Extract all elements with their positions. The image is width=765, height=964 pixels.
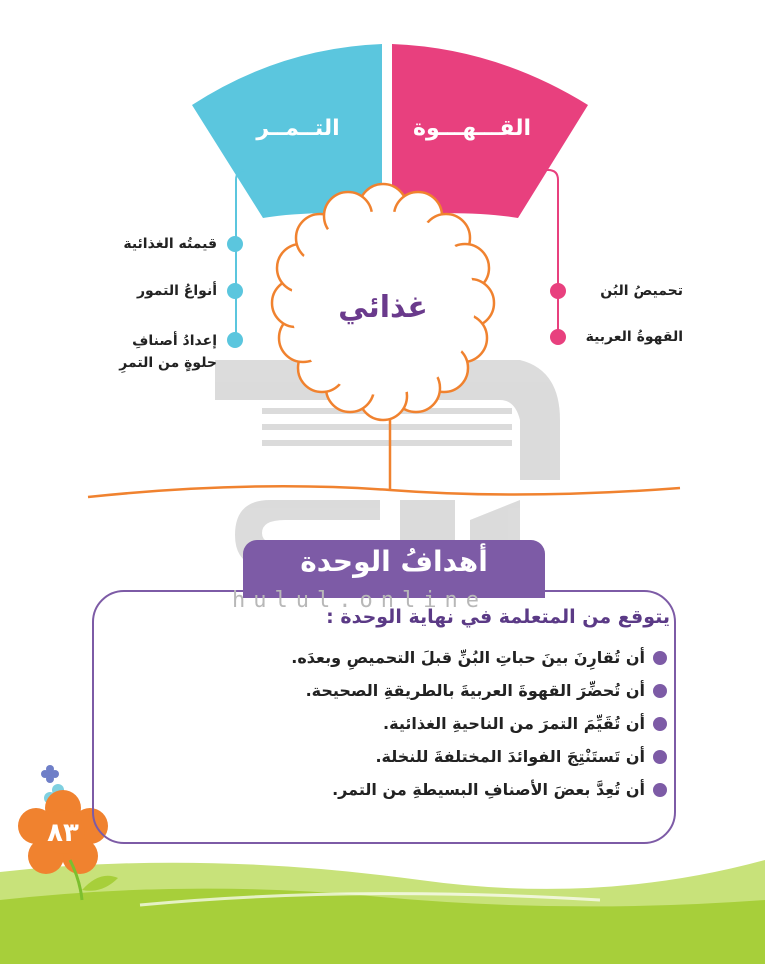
goal-item (375, 747, 667, 766)
goal-text: أن تُقَيِّمَ التمرَ من الناحيةِ الغذائية. (383, 714, 645, 733)
date-item-prepare-line2: حلوةٍ من التمرِ (119, 355, 217, 371)
bullet-dot (227, 283, 243, 299)
bullet-dot (653, 750, 667, 764)
goals-title: أهدافُ الوحدة (300, 545, 488, 578)
page-number: ٨٣ (47, 818, 79, 848)
bullet-dot (653, 684, 667, 698)
bullet-dot (653, 783, 667, 797)
wave-line (88, 486, 680, 497)
bullet-dot (550, 329, 566, 345)
goal-text: أن تُقارِنَ بينَ حباتِ البُنِّ قبلَ التحميصِ وبعدَه. (291, 648, 645, 667)
date-item-prepare-line1: إعدادُ أصنافِ (132, 333, 217, 349)
bullet-dot (227, 236, 243, 252)
bullet-dot (227, 332, 243, 348)
flower-center-label: غذائي (338, 290, 428, 325)
goal-item (291, 648, 667, 667)
watermark-text: hulul.online (232, 588, 487, 613)
coffee-item-arabic: القهوةُ العربية (585, 329, 683, 345)
goal-text: أن تُعِدَّ بعضَ الأصنافِ البسيطةِ من التمر. (332, 780, 645, 799)
small-blue-flower (41, 765, 59, 783)
bullet-dot (653, 717, 667, 731)
date-item-types: أنواعُ التمور (136, 283, 217, 299)
goal-text: أن تُحضِّرَ القهوةَ العربيةَ بالطريقةِ الصحيحة. (305, 681, 645, 700)
goal-item (306, 681, 667, 700)
goal-text: أن تَستَنْتِجَ الفوائدَ المختلفةَ للنخلة. (375, 747, 645, 766)
coffee-tab-label: القـــهـــوة (412, 116, 532, 141)
coffee-item-roasting: تحميصُ البُن (600, 283, 683, 299)
goal-item (332, 780, 667, 799)
goals-intro: يتوقع من المتعلمة في نهاية الوحدة : (326, 606, 670, 628)
goal-item (383, 714, 667, 733)
bullet-dot (550, 283, 566, 299)
date-item-nutrition: قيمتُه الغذائية (123, 236, 217, 252)
date-tab-label: التــمــر (256, 116, 340, 141)
bullet-dot (653, 651, 667, 665)
